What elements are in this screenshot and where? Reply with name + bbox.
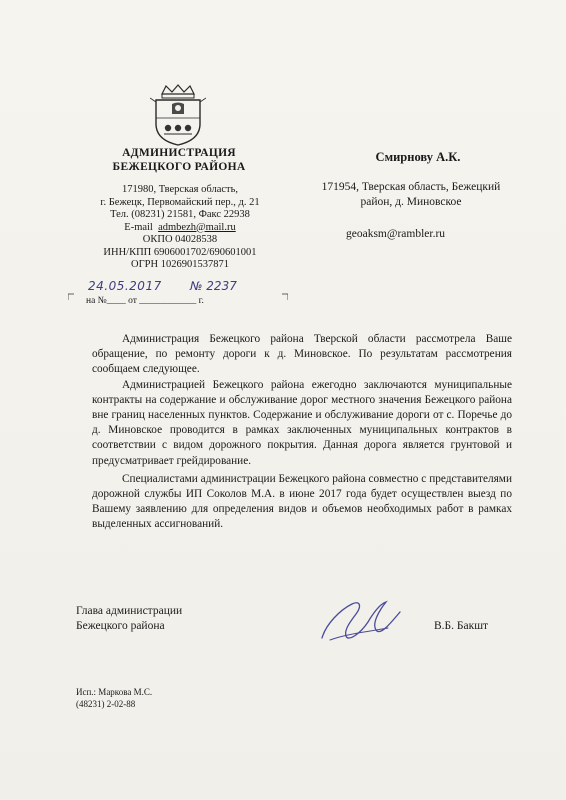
body-paragraph: Специалистами администрации Бежецкого района совместно с представителями дорожной службы ИП Соколов М.А. в июне 2017 года будет осуществлен выезд по Вашему заявлению для определения видов и объемов необходимых работ в рамках выделенных ассигнований.	[92, 472, 512, 531]
signatory-title	[76, 604, 182, 634]
registration-date-handwritten: 24.05.2017	[88, 279, 162, 293]
registration-number-handwritten: № 2237	[190, 279, 237, 293]
org-name-line1: АДМИНИСТРАЦИЯ	[122, 147, 236, 159]
sender-address-line1: 171980, Тверская область,	[121, 184, 239, 195]
recipient-email[interactable]: geoaksm@rambler.ru	[346, 228, 446, 240]
sender-email-line	[70, 222, 290, 235]
executor-phone: (48231) 2-02-88	[76, 699, 136, 709]
signatory-title-line2: Бежецкого района	[76, 620, 165, 632]
sender-address-line2: г. Бежецк, Первомайский пер., д. 21	[100, 196, 260, 208]
sender-email-label: E-mail	[124, 221, 153, 233]
sender-ogrn: ОГРН 1026901537871	[131, 259, 229, 270]
sender-okpo: ОКПО 04028538	[142, 234, 218, 245]
letter-body	[92, 332, 512, 533]
coat-of-arms-icon	[150, 84, 206, 146]
sender-email-link[interactable]: admbezh@mail.ru	[158, 221, 236, 233]
sender-inn-kpp: ИНН/КПП 6906001702/690601001	[103, 246, 257, 258]
body-paragraph: Администрация Бежецкого района Тверской области рассмотрела Ваше обращение, по ремонту дороги к д. Миновское. По результатам рассмотрения сообщаем следующее.	[92, 333, 512, 376]
recipient-name: Смирнову А.К.	[375, 150, 461, 164]
executor-name: Исп.: Маркова М.С.	[76, 687, 153, 697]
signatory-title-line1: Глава администрации	[76, 605, 183, 617]
signatory-name: В.Б. Бакшт	[434, 620, 489, 632]
org-name-line2: БЕЖЕЦКОГО РАЙОНА	[112, 161, 246, 173]
recipient-address-line1: 171954, Тверская область, Бежецкий	[321, 181, 501, 193]
sender-address-block	[70, 184, 290, 272]
body-paragraph: Администрацией Бежецкого района ежегодно заключаются муниципальные контракты на содержание и обслуживание дорог местного значения Бежецкого района вне границ населенных пунктов. Содержание и обслуживание дороги от с. Поречье до д. Миновское проводится в рамках заключенных муниципальных контрактов в соответствии с видом дорожного покрытия. Данная дорога является грунтовой и предусматривает грейдирование.	[92, 378, 512, 467]
handwritten-signature	[316, 594, 406, 646]
registration-template-line: на №____ от ____________ г.	[86, 296, 204, 306]
executor-info	[76, 686, 152, 710]
recipient-address-line2: район, д. Миновское	[360, 196, 462, 208]
sender-phone: Тел. (08231) 21581, Факс 22938	[110, 209, 250, 220]
recipient-address	[296, 180, 526, 210]
sender-organization	[96, 146, 262, 174]
recipient-corner-marks	[68, 286, 288, 326]
